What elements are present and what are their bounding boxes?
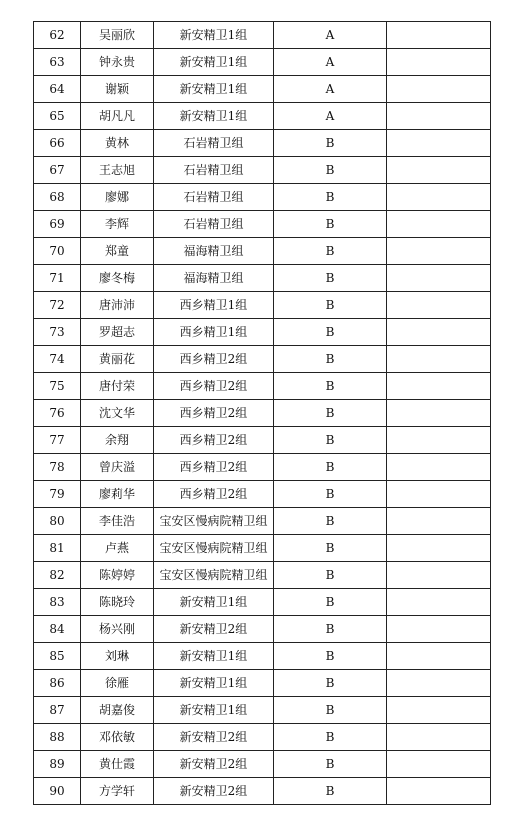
grade-cell: B: [274, 724, 387, 751]
grade-cell: B: [274, 184, 387, 211]
team-cell: 西乡精卫2组: [154, 346, 274, 373]
grade-cell: A: [274, 76, 387, 103]
row-number-cell: 64: [34, 76, 81, 103]
remarks-cell: [387, 562, 491, 589]
table-row: [34, 238, 491, 265]
table-row: [34, 562, 491, 589]
row-number-cell: 62: [34, 22, 81, 49]
row-number-cell: 79: [34, 481, 81, 508]
grade-cell: B: [274, 454, 387, 481]
table-row: [34, 103, 491, 130]
row-number-cell: 78: [34, 454, 81, 481]
remarks-cell: [387, 454, 491, 481]
grade-cell: B: [274, 238, 387, 265]
person-name-cell: 卢燕: [81, 535, 154, 562]
remarks-cell: [387, 184, 491, 211]
team-cell: 新安精卫2组: [154, 778, 274, 805]
grade-cell: B: [274, 697, 387, 724]
remarks-cell: [387, 751, 491, 778]
team-cell: 新安精卫1组: [154, 22, 274, 49]
person-name-cell: 曾庆溢: [81, 454, 154, 481]
person-name-cell: 廖冬梅: [81, 265, 154, 292]
remarks-cell: [387, 508, 491, 535]
remarks-cell: [387, 481, 491, 508]
team-cell: 西乡精卫2组: [154, 400, 274, 427]
team-cell: 新安精卫1组: [154, 589, 274, 616]
grade-cell: A: [274, 103, 387, 130]
row-number-cell: 72: [34, 292, 81, 319]
remarks-cell: [387, 535, 491, 562]
team-cell: 新安精卫2组: [154, 751, 274, 778]
person-name-cell: 黄仕霞: [81, 751, 154, 778]
person-name-cell: 邓依敏: [81, 724, 154, 751]
table-row: [34, 535, 491, 562]
row-number-cell: 67: [34, 157, 81, 184]
grade-cell: A: [274, 22, 387, 49]
table-row: [34, 130, 491, 157]
team-cell: 西乡精卫2组: [154, 454, 274, 481]
row-number-cell: 63: [34, 49, 81, 76]
remarks-cell: [387, 319, 491, 346]
person-name-cell: 胡凡凡: [81, 103, 154, 130]
team-cell: 石岩精卫组: [154, 184, 274, 211]
person-name-cell: 廖莉华: [81, 481, 154, 508]
row-number-cell: 65: [34, 103, 81, 130]
table-row: [34, 427, 491, 454]
team-cell: 石岩精卫组: [154, 130, 274, 157]
remarks-cell: [387, 373, 491, 400]
grade-cell: B: [274, 562, 387, 589]
table-body: [34, 22, 491, 805]
team-cell: 福海精卫组: [154, 265, 274, 292]
row-number-cell: 75: [34, 373, 81, 400]
row-number-cell: 66: [34, 130, 81, 157]
remarks-cell: [387, 400, 491, 427]
table-row: [34, 157, 491, 184]
team-cell: 福海精卫组: [154, 238, 274, 265]
team-cell: 宝安区慢病院精卫组: [154, 535, 274, 562]
row-number-cell: 71: [34, 265, 81, 292]
table-row: [34, 508, 491, 535]
remarks-cell: [387, 265, 491, 292]
remarks-cell: [387, 157, 491, 184]
remarks-cell: [387, 49, 491, 76]
person-name-cell: 刘琳: [81, 643, 154, 670]
person-name-cell: 黄林: [81, 130, 154, 157]
row-number-cell: 69: [34, 211, 81, 238]
team-cell: 新安精卫1组: [154, 103, 274, 130]
remarks-cell: [387, 724, 491, 751]
grade-cell: B: [274, 157, 387, 184]
row-number-cell: 84: [34, 616, 81, 643]
remarks-cell: [387, 103, 491, 130]
row-number-cell: 70: [34, 238, 81, 265]
row-number-cell: 88: [34, 724, 81, 751]
grade-cell: B: [274, 265, 387, 292]
grade-cell: B: [274, 319, 387, 346]
person-name-cell: 余翔: [81, 427, 154, 454]
team-cell: 新安精卫2组: [154, 616, 274, 643]
remarks-cell: [387, 670, 491, 697]
table-row: [34, 184, 491, 211]
row-number-cell: 86: [34, 670, 81, 697]
grade-cell: B: [274, 508, 387, 535]
grade-cell: B: [274, 481, 387, 508]
team-cell: 新安精卫1组: [154, 670, 274, 697]
grade-cell: B: [274, 427, 387, 454]
grade-cell: B: [274, 346, 387, 373]
grade-cell: A: [274, 49, 387, 76]
row-number-cell: 77: [34, 427, 81, 454]
team-cell: 新安精卫2组: [154, 724, 274, 751]
table-row: [34, 724, 491, 751]
table-row: [34, 751, 491, 778]
grade-cell: B: [274, 751, 387, 778]
person-name-cell: 杨兴刚: [81, 616, 154, 643]
person-name-cell: 廖娜: [81, 184, 154, 211]
remarks-cell: [387, 211, 491, 238]
grade-cell: B: [274, 616, 387, 643]
person-name-cell: 陈婷婷: [81, 562, 154, 589]
person-name-cell: 陈晓玲: [81, 589, 154, 616]
row-number-cell: 85: [34, 643, 81, 670]
grade-cell: B: [274, 373, 387, 400]
remarks-cell: [387, 589, 491, 616]
table-row: [34, 292, 491, 319]
table-row: [34, 373, 491, 400]
row-number-cell: 76: [34, 400, 81, 427]
team-cell: 西乡精卫2组: [154, 481, 274, 508]
team-cell: 石岩精卫组: [154, 211, 274, 238]
person-name-cell: 胡嘉俊: [81, 697, 154, 724]
table-row: [34, 643, 491, 670]
remarks-cell: [387, 616, 491, 643]
grade-cell: B: [274, 589, 387, 616]
table-row: [34, 211, 491, 238]
grade-cell: B: [274, 211, 387, 238]
table-row: [34, 778, 491, 805]
row-number-cell: 68: [34, 184, 81, 211]
table-row: [34, 265, 491, 292]
grade-cell: B: [274, 292, 387, 319]
row-number-cell: 90: [34, 778, 81, 805]
row-number-cell: 73: [34, 319, 81, 346]
table-row: [34, 589, 491, 616]
row-number-cell: 81: [34, 535, 81, 562]
table-row: [34, 400, 491, 427]
staff-grade-table: [33, 21, 491, 805]
remarks-cell: [387, 22, 491, 49]
grade-cell: B: [274, 643, 387, 670]
table-row: [34, 697, 491, 724]
person-name-cell: 方学轩: [81, 778, 154, 805]
table-row: [34, 319, 491, 346]
person-name-cell: 唐付荣: [81, 373, 154, 400]
remarks-cell: [387, 292, 491, 319]
row-number-cell: 82: [34, 562, 81, 589]
remarks-cell: [387, 76, 491, 103]
remarks-cell: [387, 130, 491, 157]
person-name-cell: 罗超志: [81, 319, 154, 346]
person-name-cell: 黄丽花: [81, 346, 154, 373]
person-name-cell: 郑童: [81, 238, 154, 265]
team-cell: 新安精卫1组: [154, 697, 274, 724]
row-number-cell: 89: [34, 751, 81, 778]
table-row: [34, 454, 491, 481]
team-cell: 石岩精卫组: [154, 157, 274, 184]
person-name-cell: 钟永贵: [81, 49, 154, 76]
grade-cell: B: [274, 670, 387, 697]
row-number-cell: 87: [34, 697, 81, 724]
remarks-cell: [387, 697, 491, 724]
table-row: [34, 346, 491, 373]
person-name-cell: 李佳浩: [81, 508, 154, 535]
table-row: [34, 22, 491, 49]
team-cell: 宝安区慢病院精卫组: [154, 562, 274, 589]
table-row: [34, 49, 491, 76]
team-cell: 新安精卫1组: [154, 49, 274, 76]
remarks-cell: [387, 238, 491, 265]
row-number-cell: 80: [34, 508, 81, 535]
remarks-cell: [387, 427, 491, 454]
team-cell: 西乡精卫2组: [154, 373, 274, 400]
team-cell: 西乡精卫1组: [154, 292, 274, 319]
person-name-cell: 唐沛沛: [81, 292, 154, 319]
team-cell: 宝安区慢病院精卫组: [154, 508, 274, 535]
person-name-cell: 谢颖: [81, 76, 154, 103]
grade-cell: B: [274, 778, 387, 805]
person-name-cell: 李辉: [81, 211, 154, 238]
grade-cell: B: [274, 130, 387, 157]
grade-cell: B: [274, 535, 387, 562]
table-row: [34, 670, 491, 697]
table-row: [34, 76, 491, 103]
person-name-cell: 沈文华: [81, 400, 154, 427]
team-cell: 新安精卫1组: [154, 643, 274, 670]
remarks-cell: [387, 778, 491, 805]
table-row: [34, 481, 491, 508]
person-name-cell: 徐雁: [81, 670, 154, 697]
team-cell: 新安精卫1组: [154, 76, 274, 103]
row-number-cell: 83: [34, 589, 81, 616]
person-name-cell: 王志旭: [81, 157, 154, 184]
row-number-cell: 74: [34, 346, 81, 373]
team-cell: 西乡精卫1组: [154, 319, 274, 346]
remarks-cell: [387, 643, 491, 670]
table-row: [34, 616, 491, 643]
team-cell: 西乡精卫2组: [154, 427, 274, 454]
person-name-cell: 吴丽欣: [81, 22, 154, 49]
grade-cell: B: [274, 400, 387, 427]
remarks-cell: [387, 346, 491, 373]
